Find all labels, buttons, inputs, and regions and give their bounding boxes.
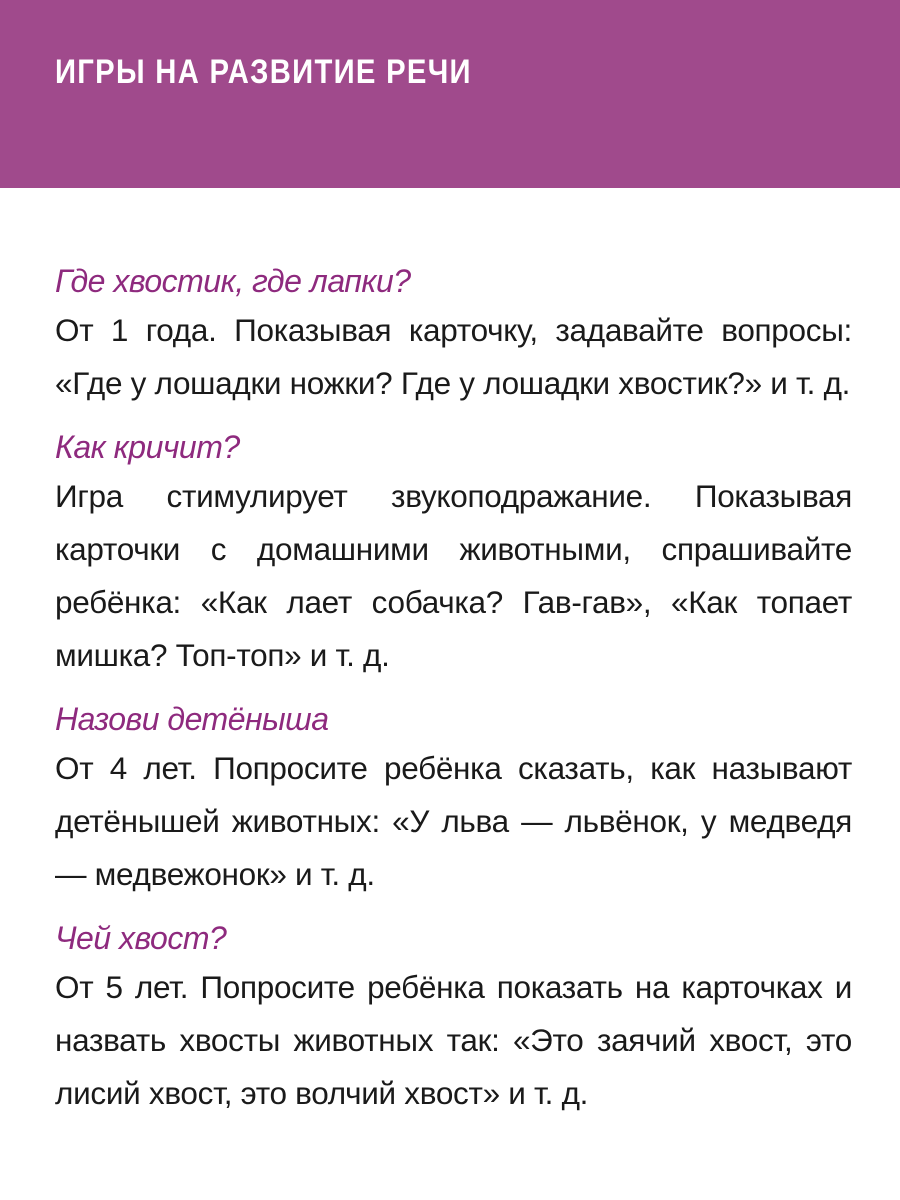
game-description: Игра стимулирует звукоподражание. Показывая карточки с домашними животными, спрашивайте ребёнка: «Как лает собачка? Гав-гав», «Как топает мишка? Топ-топ» и т. д.: [55, 478, 852, 673]
page-title: ИГРЫ НА РАЗВИТИЕ РЕЧИ: [55, 53, 472, 91]
game-item: [55, 696, 852, 901]
game-title: Как кричит?: [55, 429, 240, 465]
game-title: Чей хвост?: [55, 920, 227, 956]
game-title: Назови детёныша: [55, 701, 329, 737]
game-description: От 1 года. Показывая карточку, задавайте вопросы: «Где у лошадки ножки? Где у лошадки хвостик?» и т. д.: [55, 312, 852, 401]
header-banner: [0, 0, 900, 188]
game-description: От 4 лет. Попросите ребёнка сказать, как называют детёнышей животных: «У льва — львёнок, у медведя — медвежонок» и т. д.: [55, 750, 852, 892]
game-description: От 5 лет. Попросите ребёнка показать на карточках и назвать хвосты животных так: «Это заячий хвост, это лисий хвост, это волчий хвост» и т. д.: [55, 969, 852, 1111]
game-item: [55, 258, 852, 410]
game-item: [55, 915, 852, 1120]
game-title: Где хвостик, где лапки?: [55, 263, 411, 299]
game-item: [55, 424, 852, 682]
games-list: [55, 258, 852, 1134]
